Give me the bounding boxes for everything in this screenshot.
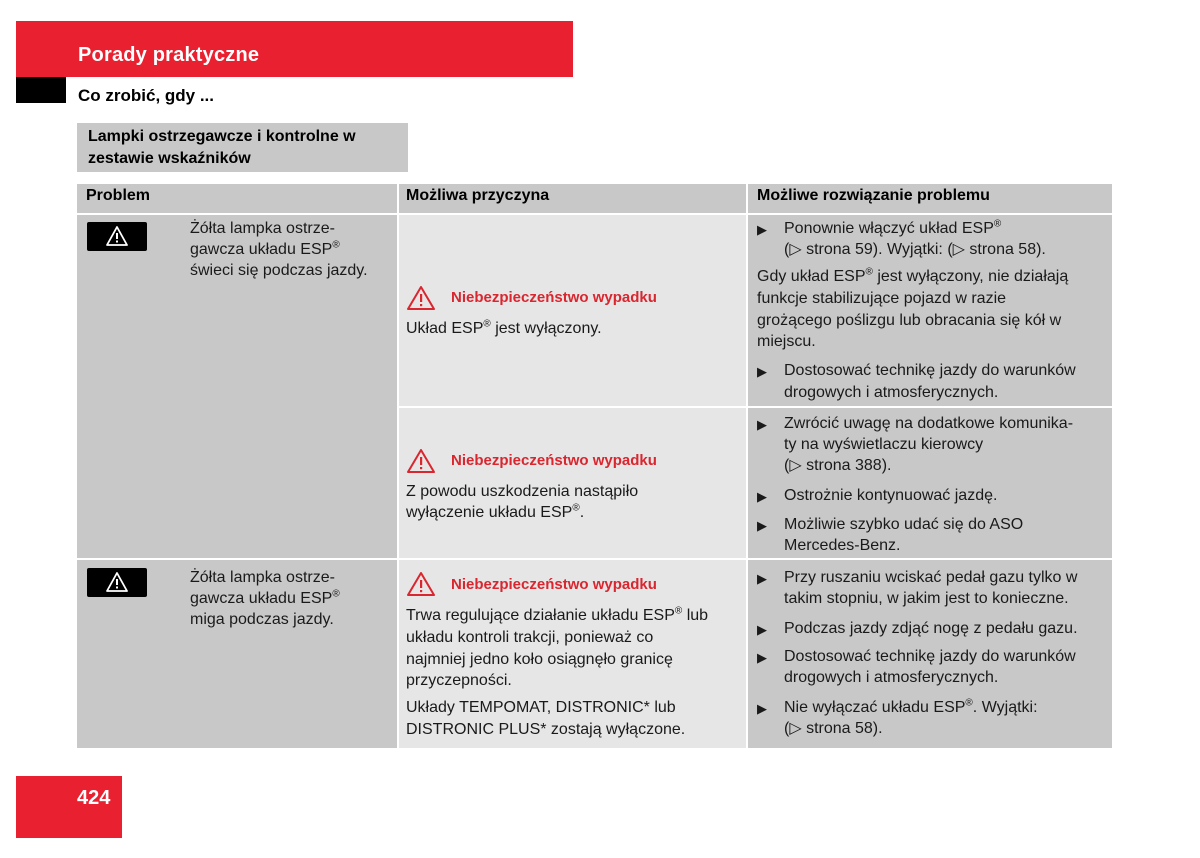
row2-problem-line1: Żółta lampka ostrze- bbox=[190, 569, 335, 586]
row1-sol-b-b1-line3: (▷ strona 388). bbox=[784, 457, 892, 474]
row1-cause-b-line2: wyłączenie układu ESP®. bbox=[406, 502, 585, 521]
bullet-icon: ▶ bbox=[757, 518, 767, 533]
subsection-title: Co zrobić, gdy ... bbox=[78, 86, 215, 105]
bullet-icon: ▶ bbox=[757, 417, 767, 432]
row2-cause-line5: Układy TEMPOMAT, DISTRONIC* lub bbox=[406, 699, 676, 716]
row2-cause-line3: najmniej jedno koło osiągnęło granicę bbox=[406, 651, 673, 668]
row2-sol-b2-line1: Podczas jazdy zdjąć nogę z pedału gazu. bbox=[784, 620, 1078, 637]
bullet-icon: ▶ bbox=[757, 489, 767, 504]
row2-cause-line1: Trwa regulujące działanie układu ESP® lub bbox=[406, 605, 709, 624]
row2-sol-b4-line1: Nie wyłączać układu ESP®. Wyjątki: bbox=[784, 697, 1038, 716]
row1-sol-b-b3-line2: Mercedes-Benz. bbox=[784, 537, 901, 554]
row1-problem-line3: świeci się podczas jazdy. bbox=[190, 262, 368, 279]
row2-cause-line6: DISTRONIC PLUS* zostają wyłączone. bbox=[406, 721, 686, 738]
bullet-icon: ▶ bbox=[757, 571, 767, 586]
danger-triangle-icon bbox=[406, 285, 436, 311]
page-number: 424 bbox=[77, 787, 111, 809]
row2-cause-danger-label: Niebezpieczeństwo wypadku bbox=[451, 576, 657, 593]
row1-sol-b-b1-line2: ty na wyświetlaczu kierowcy bbox=[784, 436, 984, 453]
row2-sol-b3-line1: Dostosować technikę jazdy do warunków bbox=[784, 648, 1076, 665]
danger-triangle-icon bbox=[406, 448, 436, 474]
row1-problem-line2: gawcza układu ESP® bbox=[190, 239, 340, 258]
column-header-solution: Możliwe rozwiązanie problemu bbox=[757, 187, 990, 204]
column-header-problem: Problem bbox=[86, 187, 151, 204]
bullet-icon: ▶ bbox=[757, 701, 767, 716]
danger-triangle-icon bbox=[406, 571, 436, 597]
row1-sol-b-b1-line1: Zwrócić uwagę na dodatkowe komunika- bbox=[784, 415, 1074, 432]
bullet-icon: ▶ bbox=[757, 364, 767, 379]
row2-sol-b3-line2: drogowych i atmosferycznych. bbox=[784, 669, 999, 686]
bullet-icon: ▶ bbox=[757, 222, 767, 237]
row2-problem-line3: miga podczas jazdy. bbox=[190, 611, 334, 628]
row1-sol-a-para-line3: grożącego poślizgu lub obracania się kół w bbox=[757, 312, 1062, 329]
row1-cause-b-danger-label: Niebezpieczeństwo wypadku bbox=[451, 452, 657, 469]
row1-sol-b-b2-line1: Ostrożnie kontynuować jazdę. bbox=[784, 487, 998, 504]
row1-cause-a-danger-label: Niebezpieczeństwo wypadku bbox=[451, 289, 657, 306]
row2-cause-line2: układu kontroli trakcji, ponieważ co bbox=[406, 629, 654, 646]
bullet-icon: ▶ bbox=[757, 650, 767, 665]
esp-warning-lamp-icon bbox=[87, 568, 147, 597]
row1-sol-a-para-line2: funkcje stabilizujące pojazd w razie bbox=[757, 290, 1007, 307]
row1-sol-b-b3-line1: Możliwie szybko udać się do ASO bbox=[784, 516, 1024, 533]
row1-cause-a-text: Układ ESP® jest wyłączony. bbox=[406, 318, 602, 337]
esp-warning-lamp-icon bbox=[87, 222, 147, 251]
row2-sol-b4-line2: (▷ strona 58). bbox=[784, 720, 883, 737]
row1-sol-a-para-line1: Gdy układ ESP® jest wyłączony, nie działają bbox=[757, 266, 1069, 285]
row1-sol-a-b2-line2: drogowych i atmosferycznych. bbox=[784, 384, 999, 401]
row2-problem-line2: gawcza układu ESP® bbox=[190, 588, 340, 607]
bullet-icon: ▶ bbox=[757, 622, 767, 637]
row2-sol-b1-line2: takim stopniu, w jakim jest to konieczne. bbox=[784, 590, 1069, 607]
topic-title: Lampki ostrzegawcze i kontrolne w zestawie wskaźników bbox=[88, 128, 356, 167]
row1-problem-line1: Żółta lampka ostrze- bbox=[190, 220, 335, 237]
row2-cause-line4: przyczepności. bbox=[406, 672, 512, 689]
header-marker bbox=[16, 77, 66, 103]
column-header-cause: Możliwa przyczyna bbox=[406, 187, 550, 204]
row1-sol-a-b1-line2: (▷ strona 59). Wyjątki: (▷ strona 58). bbox=[784, 241, 1046, 258]
row1-sol-a-b2-line1: Dostosować technikę jazdy do warunków bbox=[784, 362, 1076, 379]
row1-cause-a-cell bbox=[399, 215, 746, 406]
row1-sol-a-para-line4: miejscu. bbox=[757, 333, 816, 350]
row1-sol-a-b1-line1: Ponownie włączyć układ ESP® bbox=[784, 218, 1002, 237]
row2-sol-b1-line1: Przy ruszaniu wciskać pedał gazu tylko w bbox=[784, 569, 1078, 586]
row1-cause-b-line1: Z powodu uszkodzenia nastąpiło bbox=[406, 483, 639, 500]
section-title: Porady praktyczne bbox=[78, 44, 260, 66]
